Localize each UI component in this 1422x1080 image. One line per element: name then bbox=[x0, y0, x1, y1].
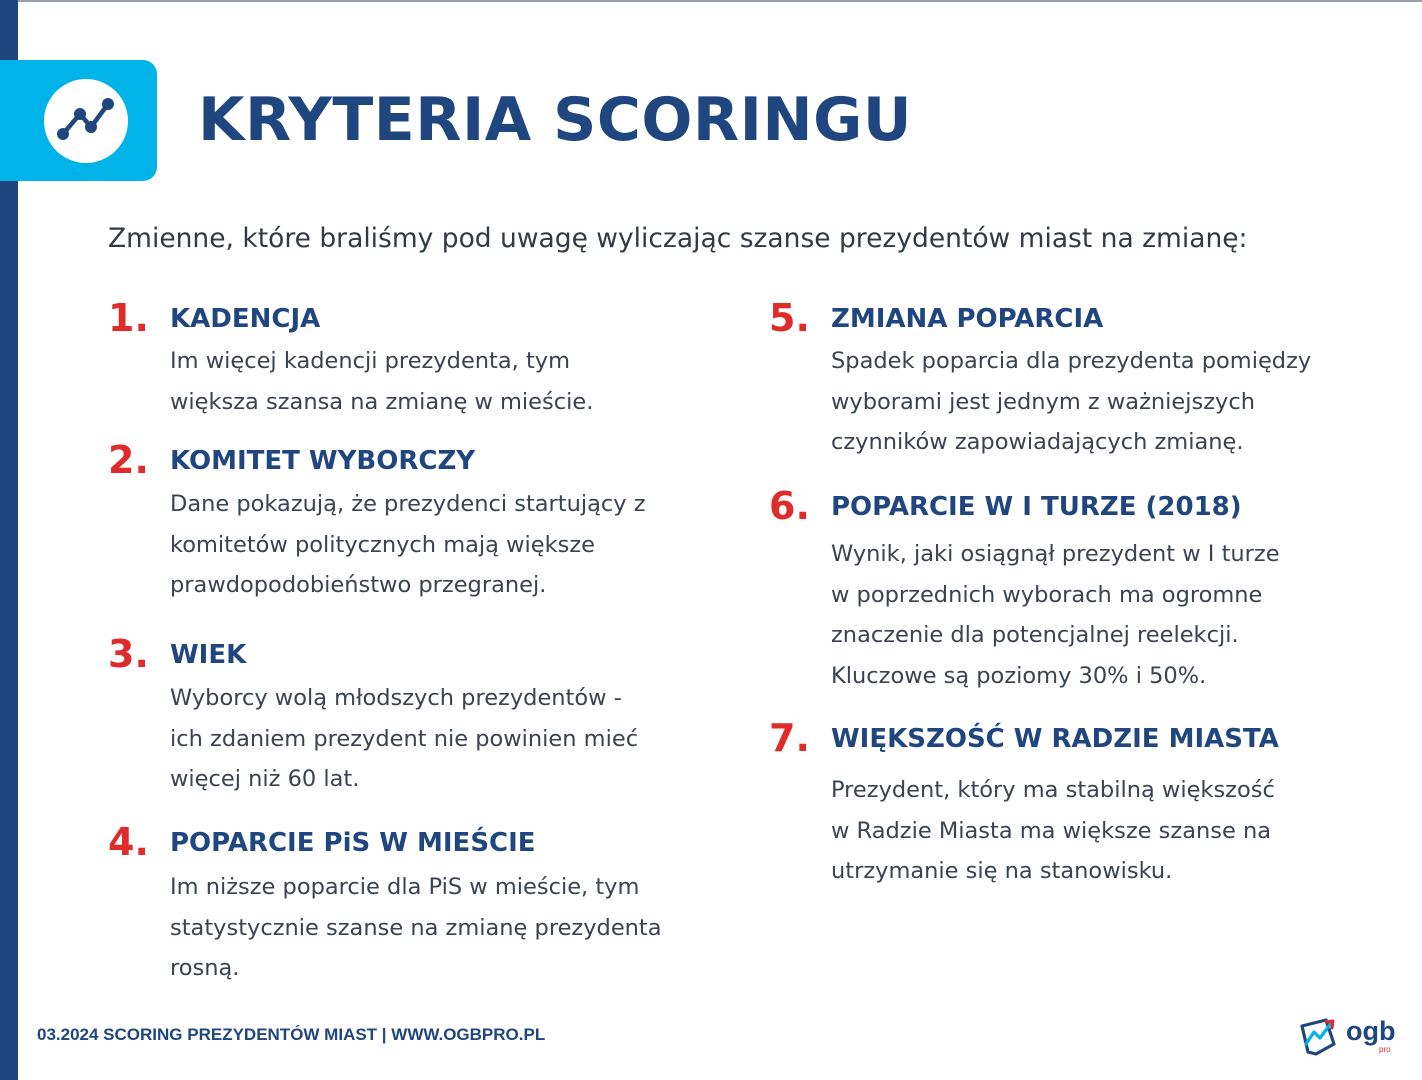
description-line: Prezydent, który ma stabilną większość bbox=[831, 777, 1275, 803]
criterion-description bbox=[170, 678, 638, 800]
criterion-description bbox=[831, 534, 1280, 696]
description-line: więcej niż 60 lat. bbox=[170, 766, 360, 792]
criterion-number: 4. bbox=[108, 820, 149, 864]
description-line: utrzymanie się na stanowisku. bbox=[831, 858, 1173, 884]
criterion-number: 6. bbox=[769, 484, 810, 528]
criterion-number: 2. bbox=[108, 438, 149, 482]
criterion-title: POPARCIE PiS W MIEŚCIE bbox=[170, 828, 536, 858]
description-line: większa szansa na zmianę w mieście. bbox=[170, 388, 594, 415]
logo-text: ogb bbox=[1346, 1016, 1396, 1046]
logo-subtext: pro bbox=[1379, 1045, 1391, 1054]
description-line: Im więcej kadencji prezydenta, tym bbox=[170, 348, 571, 374]
page-subtitle: Zmienne, które braliśmy pod uwagę wyliczając szanse prezydentów miast na zmianę: bbox=[108, 223, 1248, 254]
criterion-number: 3. bbox=[108, 632, 149, 676]
description-line: komitetów politycznych mają większe bbox=[170, 531, 595, 558]
criterion-title: KADENCJA bbox=[170, 304, 321, 334]
ogb-logo bbox=[1296, 1012, 1396, 1060]
description-line: Spadek poparcia dla prezydenta pomiędzy bbox=[831, 348, 1312, 374]
criterion-description bbox=[170, 484, 646, 606]
footer-text: 03.2024 SCORING PREZYDENTÓW MIAST | WWW.OGBPRO.PL bbox=[37, 1025, 546, 1044]
criterion-title: ZMIANA POPARCIA bbox=[831, 304, 1104, 334]
criterion-number: 7. bbox=[769, 716, 810, 760]
description-line: znaczenie dla potencjalnej reelekcji. bbox=[831, 622, 1239, 648]
description-line: Wyborcy wolą młodszych prezydentów - bbox=[170, 685, 622, 711]
criterion-description bbox=[170, 341, 593, 422]
description-line: Kluczowe są poziomy 30% i 50%. bbox=[831, 662, 1207, 689]
description-line: Im niższe poparcie dla PiS w mieście, tym bbox=[170, 874, 640, 900]
criterion-number: 1. bbox=[108, 296, 149, 340]
criterion-number: 5. bbox=[769, 296, 810, 340]
description-line: rosną. bbox=[170, 955, 240, 981]
criterion-title: WIEK bbox=[170, 640, 247, 670]
description-line: statystycznie szanse na zmianę prezydenta bbox=[170, 914, 662, 941]
description-line: w Radzie Miasta ma większe szanse na bbox=[831, 817, 1272, 844]
page-title: KRYTERIA SCORINGU bbox=[198, 85, 913, 155]
description-line: prawdopodobieństwo przegranej. bbox=[170, 572, 547, 598]
description-line: Wynik, jaki osiągnął prezydent w I turze bbox=[831, 541, 1280, 567]
description-line: wyborami jest jednym z ważniejszych bbox=[831, 388, 1255, 415]
criterion-title: KOMITET WYBORCZY bbox=[170, 446, 476, 476]
description-line: ich zdaniem prezydent nie powinien mieć bbox=[170, 725, 639, 752]
description-line: czynników zapowiadających zmianę. bbox=[831, 429, 1244, 455]
description-line: Dane pokazują, że prezydenci startujący z bbox=[170, 491, 646, 517]
description-line: w poprzednich wyborach ma ogromne bbox=[831, 581, 1263, 608]
ogb-logo-icon bbox=[1296, 1014, 1340, 1058]
criterion-title: WIĘKSZOŚĆ W RADZIE MIASTA bbox=[831, 724, 1279, 754]
criterion-description bbox=[170, 867, 662, 989]
criterion-description bbox=[831, 341, 1311, 463]
trend-chart-icon bbox=[44, 79, 128, 163]
criterion-title: POPARCIE W I TURZE (2018) bbox=[831, 492, 1242, 522]
criterion-description bbox=[831, 770, 1275, 892]
top-border bbox=[0, 0, 1422, 2]
